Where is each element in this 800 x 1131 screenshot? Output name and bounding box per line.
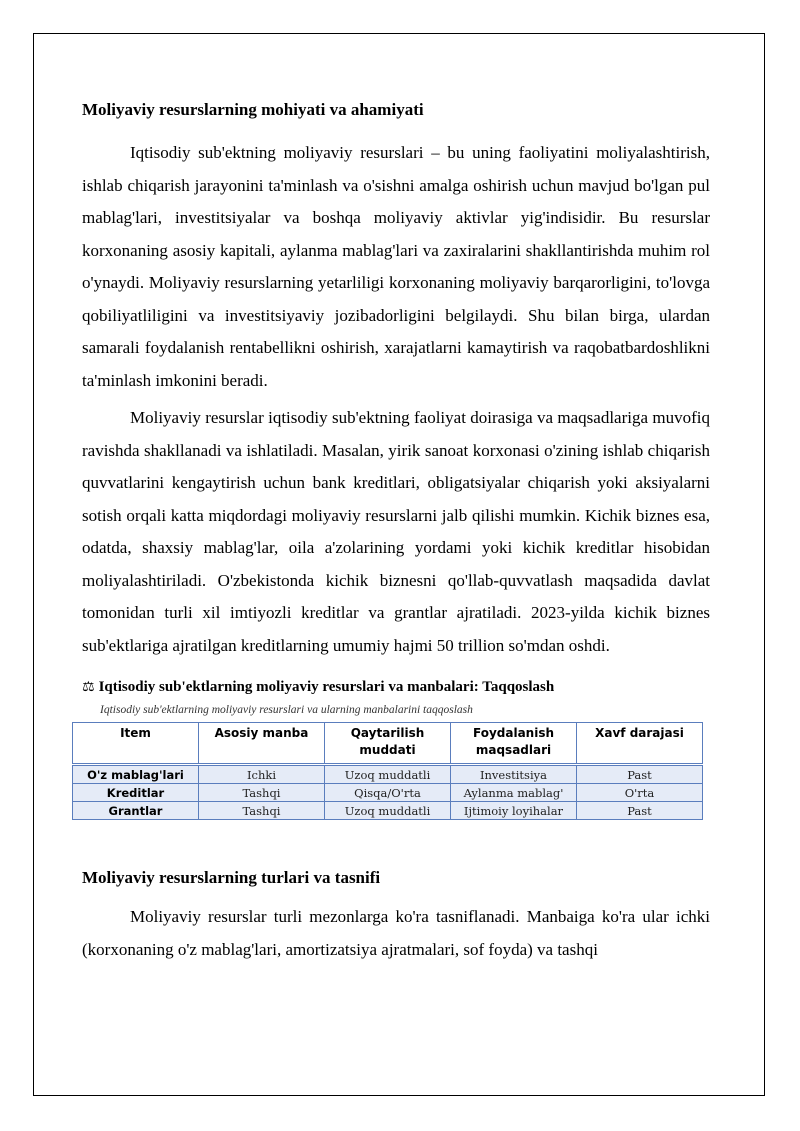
table-cell: O'rta	[577, 784, 703, 802]
document-body	[82, 95, 710, 966]
table-cell: Tashqi	[199, 784, 325, 802]
paragraph: Iqtisodiy sub'ektning moliyaviy resurslari – bu uning faoliyatini moliyalashtirish, ishlab chiqarish jarayonini ta'minlash va o'sishni amalga oshirish uchun mavjud bo'lgan pul mablag'lari, investitsiyalar va boshqa moliyaviy aktivlar yig'indisidir. Bu resurslar korxonaning asosiy kapitali, aylanma mablag'lari va zaxiralarini shakllantirishda muhim rol o'ynaydi. Moliyaviy resurslarning yetarliligi korxonaning moliyaviy barqarorligini, to'lovga qobiliyatliligini va investitsiyaviy jozibadorligini belgilaydi. Shu bilan birga, ulardan samarali foydalanish rentabellikni oshirish, xarajatlarni kamaytirish va raqobatbardoshlikni ta'minlash imkonini beradi.	[82, 143, 710, 390]
table-cell: Uzoq muddatli	[325, 765, 451, 784]
column-header: Foydalanish maqsadlari	[451, 723, 577, 765]
table-title	[82, 676, 710, 698]
scale-icon: ⚖	[82, 679, 95, 695]
section-heading: Moliyaviy resurslarning turlari va tasnifi	[82, 868, 381, 887]
comparison-table	[72, 722, 703, 820]
table-cell: Ijtimoiy loyihalar	[451, 802, 577, 820]
column-header: Item	[73, 723, 199, 765]
table-cell: Kreditlar	[73, 784, 199, 802]
column-header: Qaytarilish muddati	[325, 723, 451, 765]
table-title-text: Iqtisodiy sub'ektlarning moliyaviy resurslari va manbalari: Taqqoslash	[98, 679, 555, 695]
paragraph: Moliyaviy resurslar turli mezonlarga ko'ra tasniflanadi. Manbaiga ko'ra ular ichki (korxonaning o'z mablag'lari, amortizatsiya ajratmalari, sof foyda) va tashqi	[82, 907, 710, 959]
table-row	[73, 784, 703, 802]
table-cell: Past	[577, 765, 703, 784]
table-row	[73, 765, 703, 784]
table-caption: Iqtisodiy sub'ektlarning moliyaviy resurslari va ularning manbalarini taqqoslash	[100, 704, 473, 716]
table-header-row	[73, 723, 703, 765]
table-row	[73, 802, 703, 820]
table-cell: Ichki	[199, 765, 325, 784]
table-cell: O'z mablag'lari	[73, 765, 199, 784]
table-cell: Uzoq muddatli	[325, 802, 451, 820]
table-cell: Grantlar	[73, 802, 199, 820]
section-heading: Moliyaviy resurslarning mohiyati va ahamiyati	[82, 100, 424, 119]
table-cell: Tashqi	[199, 802, 325, 820]
table-cell: Qisqa/O'rta	[325, 784, 451, 802]
paragraph: Moliyaviy resurslar iqtisodiy sub'ektning faoliyat doirasiga va maqsadlariga muvofiq ravishda shakllanadi va ishlatiladi. Masalan, yirik sanoat korxonasi o'zining ishlab chiqarish quvvatlarini kengaytirish uchun bank kreditlari, obligatsiyalar chiqarish yoki aksiyalarni sotish orqali katta miqdordagi moliyaviy resurslarni jalb qilishi mumkin. Kichik biznes esa, odatda, shaxsiy mablag'lar, oila a'zolarining yordami yoki kichik kreditlar hisobidan moliyalashtiriladi. O'zbekistonda kichik biznesni qo'llab-quvvatlash maqsadida davlat tomonidan turli xil imtiyozli kreditlar va grantlar ajratiladi. 2023-yilda kichik biznes sub'ektlariga ajratilgan kreditlarning umumiy hajmi 50 trillion so'mdan oshdi.	[82, 408, 710, 655]
table-cell: Past	[577, 802, 703, 820]
column-header: Xavf darajasi	[577, 723, 703, 765]
column-header: Asosiy manba	[199, 723, 325, 765]
table-cell: Aylanma mablag'	[451, 784, 577, 802]
table-cell: Investitsiya	[451, 765, 577, 784]
